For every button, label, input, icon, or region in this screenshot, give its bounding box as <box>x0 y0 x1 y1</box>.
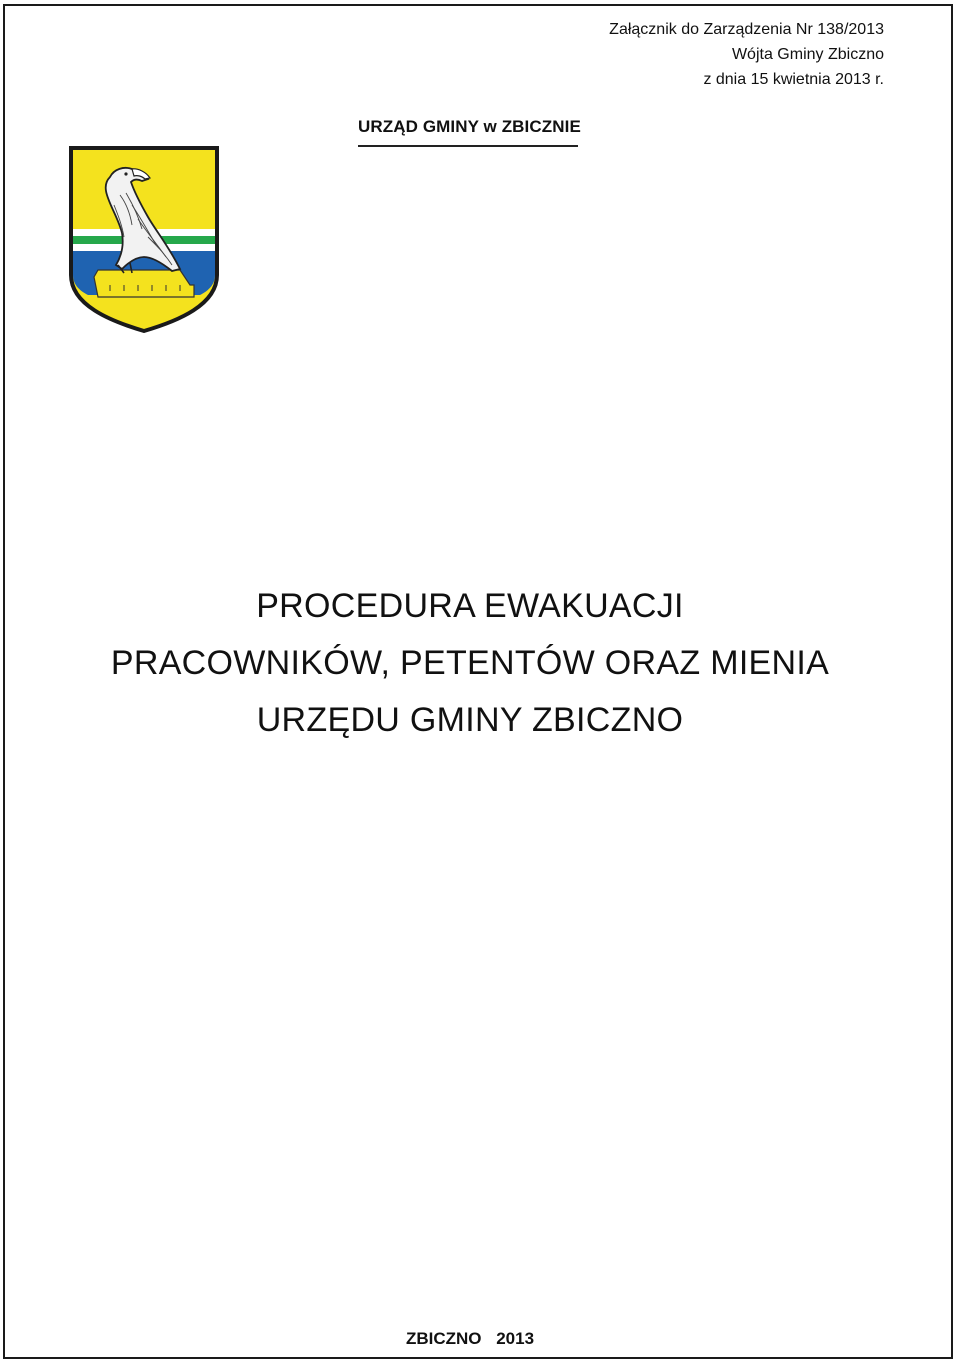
title-line-1: PROCEDURA EWAKUACJI <box>256 587 684 625</box>
footer-place-year: ZBICZNO 2013 <box>405 1329 535 1348</box>
title-line-2: PRACOWNIKÓW, PETENTÓW ORAZ MIENIA <box>110 644 830 682</box>
annex-line-3: z dnia 15 kwietnia 2013 r. <box>703 71 884 88</box>
office-underline <box>358 145 578 147</box>
coat-of-arms-eagle-icon <box>68 145 220 333</box>
annex-line-1: Załącznik do Zarządzenia Nr 138/2013 <box>609 21 884 38</box>
office-name: URZĄD GMINY w ZBICZNIE <box>358 117 581 136</box>
annex-line-2: Wójta Gminy Zbiczno <box>731 46 884 63</box>
annex-note <box>609 17 884 92</box>
title-line-3: URZĘDU GMINY ZBICZNO <box>256 701 684 739</box>
document-title <box>0 578 940 749</box>
